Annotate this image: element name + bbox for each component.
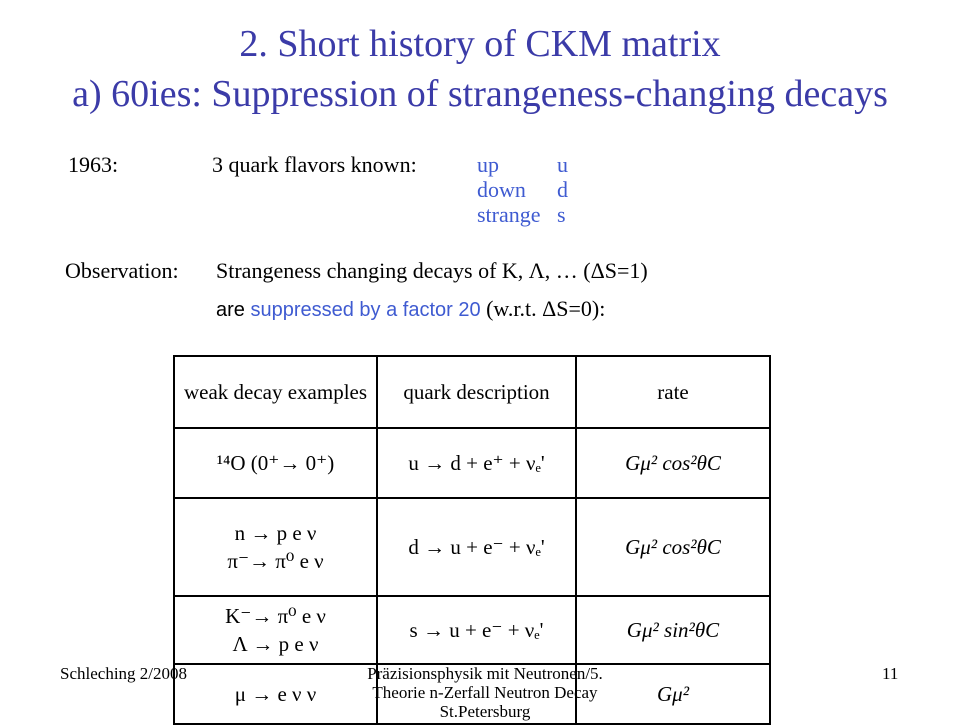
decay-cell: μ → e ν ν <box>174 664 377 724</box>
observation-label: Observation: <box>65 258 179 283</box>
footer-left: Schleching 2/2008 <box>60 664 188 683</box>
flavor-item: up u <box>477 152 568 177</box>
rate-cell: Gμ² cos²θC <box>576 498 770 596</box>
flavor-list <box>477 152 568 227</box>
observation-line1: Strangeness changing decays of K, Λ, … (ΔS=1) <box>216 258 648 283</box>
flavors-label: 3 quark flavors known: <box>212 152 417 177</box>
footer-center: Präzisionsphysik mit Neutronen/5. Theorie n-Zerfall Neutron Decay St.Petersburg <box>367 664 603 721</box>
header-rate: rate <box>576 356 770 428</box>
slide-title-line2: a) 60ies: Suppression of strangeness-changing decays <box>72 73 888 115</box>
table-row <box>174 498 770 596</box>
decay-cell: K⁻→ π⁰ e ν Λ → p e ν <box>174 596 377 664</box>
rate-cell: Gμ² cos²θC <box>576 428 770 498</box>
decay-cell: n → p e ν π⁻→ π⁰ e ν <box>174 498 377 596</box>
flavor-item: strange s <box>477 202 566 227</box>
rate-cell: Gμ² <box>576 664 770 724</box>
table-row <box>174 596 770 664</box>
year-label: 1963: <box>68 152 119 177</box>
flavor-item: down d <box>477 177 568 202</box>
slide-title-line1: 2. Short history of CKM matrix <box>239 23 721 65</box>
page-number: 11 <box>882 664 899 683</box>
observation-line2: are suppressed by a factor 20 (w.r.t. ΔS=0): <box>216 296 606 321</box>
table-header-row <box>174 356 770 428</box>
decay-cell: ¹⁴O (0⁺→ 0⁺) <box>174 428 377 498</box>
rate-cell: Gμ² sin²θC <box>576 596 770 664</box>
quark-cell: d → u + e⁻ + νₑ' <box>377 498 576 596</box>
quark-cell: u → d + e⁺ + νₑ' <box>377 428 576 498</box>
header-decay-examples: weak decay examples <box>174 356 377 428</box>
quark-cell: s → u + e⁻ + νₑ' <box>377 596 576 664</box>
table-row <box>174 428 770 498</box>
suppression-factor: suppressed by a factor 20 <box>250 299 481 321</box>
header-quark-description: quark description <box>377 356 576 428</box>
